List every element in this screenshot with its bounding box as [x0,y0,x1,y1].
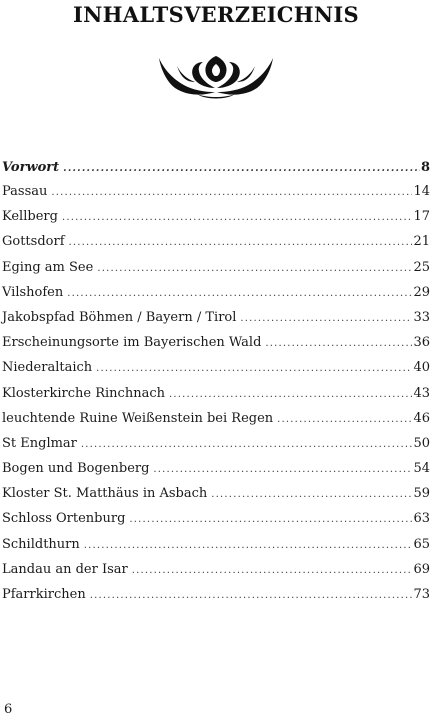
toc-entry-page: 25 [413,259,430,275]
toc-entry[interactable] [2,381,430,406]
toc-entry[interactable] [2,582,430,607]
toc-leader-dots [63,157,420,180]
toc-entry-page: 73 [413,587,430,602]
toc-entry[interactable] [2,532,430,557]
toc-entry-page: 46 [413,410,430,426]
toc-entry-page: 59 [413,486,430,502]
toc-entry[interactable] [2,456,430,481]
toc-entry[interactable] [2,179,430,204]
toc-entry-title: leuchtende Ruine Weißenstein bei Regen [2,410,274,426]
toc-entry[interactable] [2,481,430,506]
toc-entry[interactable] [2,280,430,305]
toc-leader-dots [132,558,413,583]
lotus-flourish-icon [157,52,275,102]
toc-entry-title: St Englmar [2,435,77,451]
toc-leader-dots [96,356,412,381]
toc-entry-title: Eging am See [2,259,94,275]
toc-entry-title: Jakobspfad Böhmen / Bayern / Tirol [2,309,237,325]
toc-entry-title: Vilshofen [2,284,64,300]
toc-leader-dots [51,180,412,205]
toc-entry-page: 33 [413,309,430,325]
toc-entry-page: 8 [420,160,430,175]
toc-leader-dots [211,482,412,507]
toc-leader-dots [277,407,412,432]
toc-entry-title: Kloster St. Matthäus in Asbach [2,486,208,502]
toc-entry-page: 29 [413,284,430,300]
toc-entry-title: Vorwort [2,160,60,175]
toc-leader-dots [67,281,412,306]
toc-leader-dots [97,256,412,281]
toc-entry-page: 14 [413,184,430,199]
toc-leader-dots [153,457,412,482]
toc-entry-title: Passau [2,184,48,199]
toc-entry[interactable] [2,406,430,431]
toc-entry-page: 50 [413,435,430,451]
toc-entry[interactable] [2,330,430,355]
toc-entry-title: Gottsdorf [2,234,65,250]
toc-entry-page: 43 [413,385,430,401]
page-number: 6 [4,702,13,717]
toc-entry-title: Landau an der Isar [2,561,128,577]
toc-entry[interactable] [2,305,430,330]
toc-entry-title: Erscheinungsorte im Bayerischen Wald [2,335,262,351]
toc-leader-dots [240,306,412,331]
page-title: INHALTSVERZEICHNIS [72,2,360,27]
toc-leader-dots [69,230,413,255]
toc-entry[interactable] [2,506,430,531]
toc-entry[interactable] [2,229,430,254]
toc-leader-dots [265,331,412,356]
toc-entry-title: Bogen und Bogenberg [2,461,150,477]
toc-leader-dots [81,432,413,457]
toc-entry-page: 36 [413,335,430,351]
table-of-contents [2,156,430,607]
toc-entry[interactable] [2,557,430,582]
toc-entry-page: 54 [413,461,430,477]
toc-entry-title: Niederaltaich [2,360,93,376]
toc-entry-page: 40 [413,360,430,376]
toc-leader-dots [129,507,412,532]
toc-entry-page: 17 [413,209,430,225]
toc-entry-title: Schildthurn [2,536,80,552]
toc-entry-title: Pfarrkirchen [2,587,86,602]
toc-leader-dots [84,533,413,558]
toc-entry[interactable] [2,204,430,229]
toc-entry-page: 21 [413,234,430,250]
toc-entry[interactable] [2,431,430,456]
toc-entry-page: 63 [413,511,430,527]
toc-entry-page: 69 [413,561,430,577]
toc-entry[interactable] [2,255,430,280]
toc-leader-dots [169,382,412,407]
toc-entry-title: Klosterkirche Rinchnach [2,385,165,401]
toc-leader-dots [62,205,413,230]
toc-entry-title: Schloss Ortenburg [2,511,126,527]
toc-leader-dots [90,583,413,608]
toc-entry-title: Kellberg [2,209,58,225]
toc-entry-page: 65 [413,536,430,552]
toc-entry[interactable] [2,156,430,179]
toc-entry[interactable] [2,355,430,380]
